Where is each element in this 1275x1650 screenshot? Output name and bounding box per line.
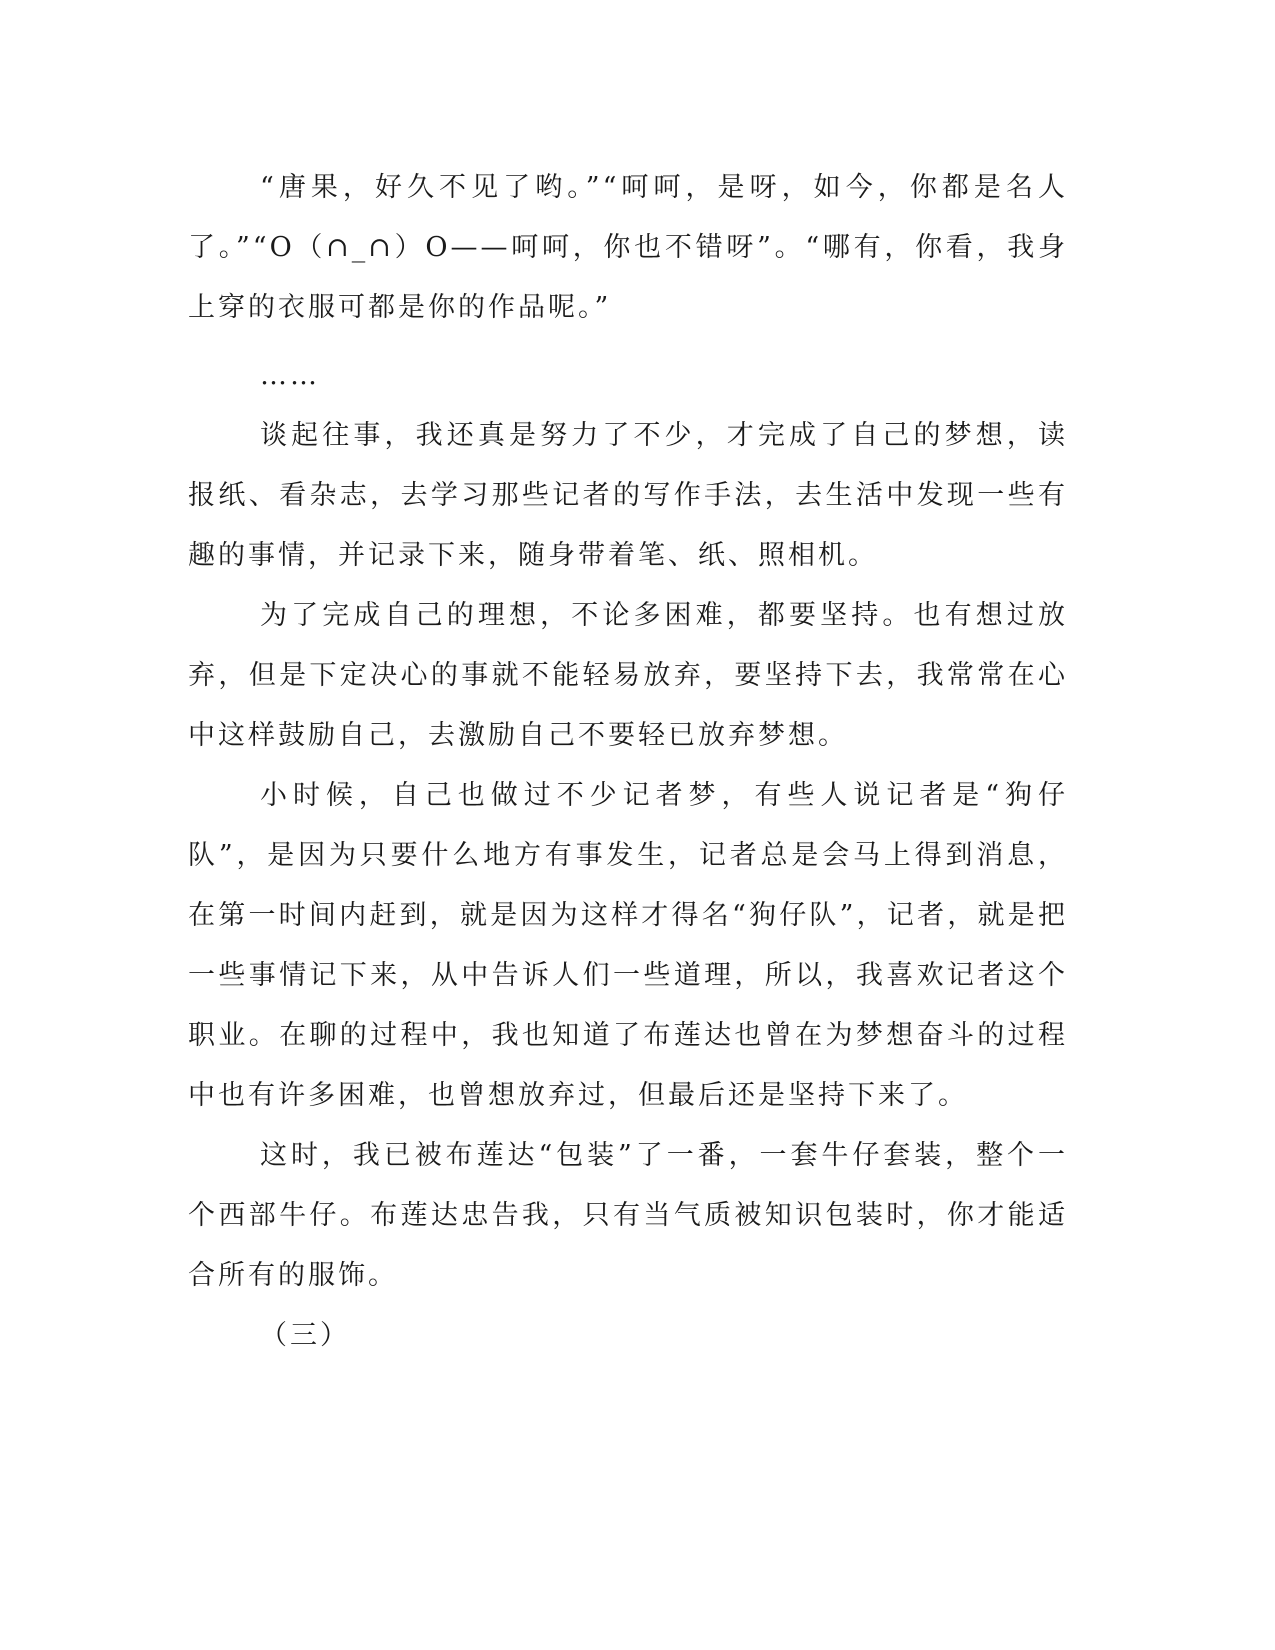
document-body: [188, 158, 1068, 1366]
paragraph-cowboy-outfit: 这时，我已被布莲达“包装”了一番，一套牛仔套装，整个一个西部牛仔。布莲达忠告我，只有当气质被知识包装时，你才能适合所有的服饰。: [188, 1140, 1068, 1291]
section-heading-three: （三）: [260, 1320, 350, 1351]
paragraph-ellipsis: ……: [260, 360, 320, 391]
paragraph-persistence: 为了完成自己的理想，不论多困难，都要坚持。也有想过放弃，但是下定决心的事就不能轻易放弃，要坚持下去，我常常在心中这样鼓励自己，去激励自己不要轻已放弃梦想。: [188, 600, 1068, 751]
paragraph-reporter-dream: 小时候，自己也做过不少记者梦，有些人说记者是“狗仔队”，是因为只要什么地方有事发生，记者总是会马上得到消息，在第一时间内赶到，就是因为这样才得名“狗仔队”，记者，就是把一些事情记下来，从中告诉人们一些道理，所以，我喜欢记者这个职业。在聊的过程中，我也知道了布莲达也曾在为梦想奋斗的过程中也有许多困难，也曾想放弃过，但最后还是坚持下来了。: [188, 780, 1068, 1111]
paragraph-dialogue: “唐果，好久不见了哟。”“呵呵，是呀，如今，你都是名人了。”“O（∩_∩）O——呵呵，你也不错呀”。“哪有，你看，我身上穿的衣服可都是你的作品呢。”: [188, 172, 1068, 323]
paragraph-recollection: 谈起往事，我还真是努力了不少，才完成了自己的梦想，读报纸、看杂志，去学习那些记者的写作手法，去生活中发现一些有趣的事情，并记录下来，随身带着笔、纸、照相机。: [188, 420, 1068, 571]
paragraph-spacer: [188, 338, 1068, 346]
